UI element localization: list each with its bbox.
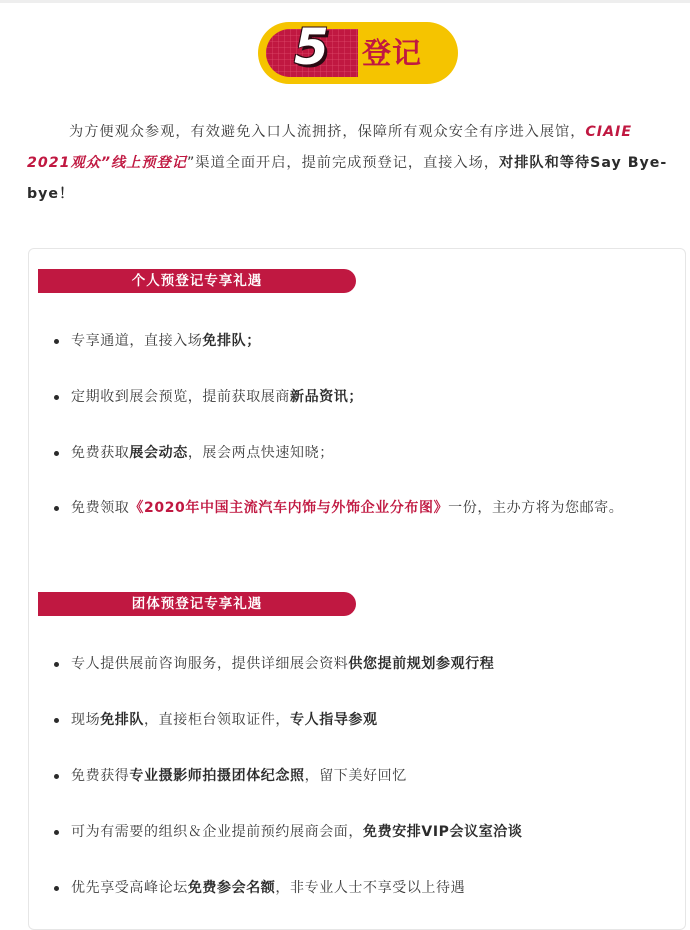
list-item [42,706,672,734]
item-bold: 专人指导参观 [290,712,378,728]
list-item [42,490,672,527]
personal-banner: 个人预登记专享礼遇 [38,269,356,293]
bullet-icon [54,395,59,400]
group-banner: 团体预登记专享礼遇 [38,592,356,616]
list-item [42,818,672,846]
item-bold: 免费安排VIP会议室洽谈 [363,824,523,840]
bullet-icon [54,506,59,511]
bullet-icon [54,451,59,456]
intro-paragraph [27,117,677,210]
item-text: 免费获取 [71,445,130,461]
personal-benefits-list [42,327,672,555]
top-divider [0,0,690,3]
item-text: 定期收到展会预览，提前获取展商 [71,389,290,405]
item-text: 免费领取 [71,500,130,516]
intro-bold: 对排队和等待Say Bye-bye！ [27,155,668,202]
group-benefits-list [42,650,672,930]
item-text: ，展会两点快速知晓； [187,445,334,461]
list-item [42,650,672,678]
item-text: 优先享受高峰论坛 [71,880,188,896]
item-text: ，直接柜台领取证件， [144,712,291,728]
list-item [42,874,672,902]
section-number: 5 [294,18,329,76]
item-bold: 免费参会名额 [187,880,276,896]
item-text: 可为有需要的组织＆企业提前预约展商会面， [71,824,363,840]
item-bold: 展会动态 [129,445,188,461]
intro-text-2: ”渠道全面开启，提前完成预登记，直接入场， [186,155,500,171]
item-text: 免费获得 [71,768,130,784]
bullet-icon [54,718,59,723]
item-text: ，非专业人士不享受以上待遇 [275,880,466,896]
bullet-icon [54,774,59,779]
list-item [42,383,672,411]
item-text: 专人提供展前咨询服务，提供详细展会资料 [71,656,349,672]
item-bold: 新品资讯； [290,389,363,405]
item-bold: 专业摄影师拍摄团体纪念照 [129,768,305,784]
bullet-icon [54,662,59,667]
intro-highlight: CIAIE 2021观众”线上预登记 [27,124,633,171]
item-text: 一份，主办方将为您邮寄。 [448,500,624,516]
item-bold: 免排队； [202,333,261,349]
bullet-icon [54,830,59,835]
item-text: 专享通道，直接入场 [71,333,203,349]
item-bold: 供您提前规划参观行程 [348,656,495,672]
item-highlight: 《2020年中国主流汽车内饰与外饰企业分布图》 [129,500,449,516]
item-text: ，留下美好回忆 [304,768,407,784]
section-header-badge [258,18,458,84]
item-text: 现场 [71,712,101,728]
section-title: 登记 [362,36,423,70]
bullet-icon [54,886,59,891]
list-item [42,439,672,467]
list-item [42,762,672,790]
item-bold: 免排队 [100,712,145,728]
intro-text-1: 为方便观众参观，有效避免入口人流拥挤，保障所有观众安全有序进入展馆， [69,124,586,140]
list-item [42,327,672,355]
bullet-icon [54,339,59,344]
